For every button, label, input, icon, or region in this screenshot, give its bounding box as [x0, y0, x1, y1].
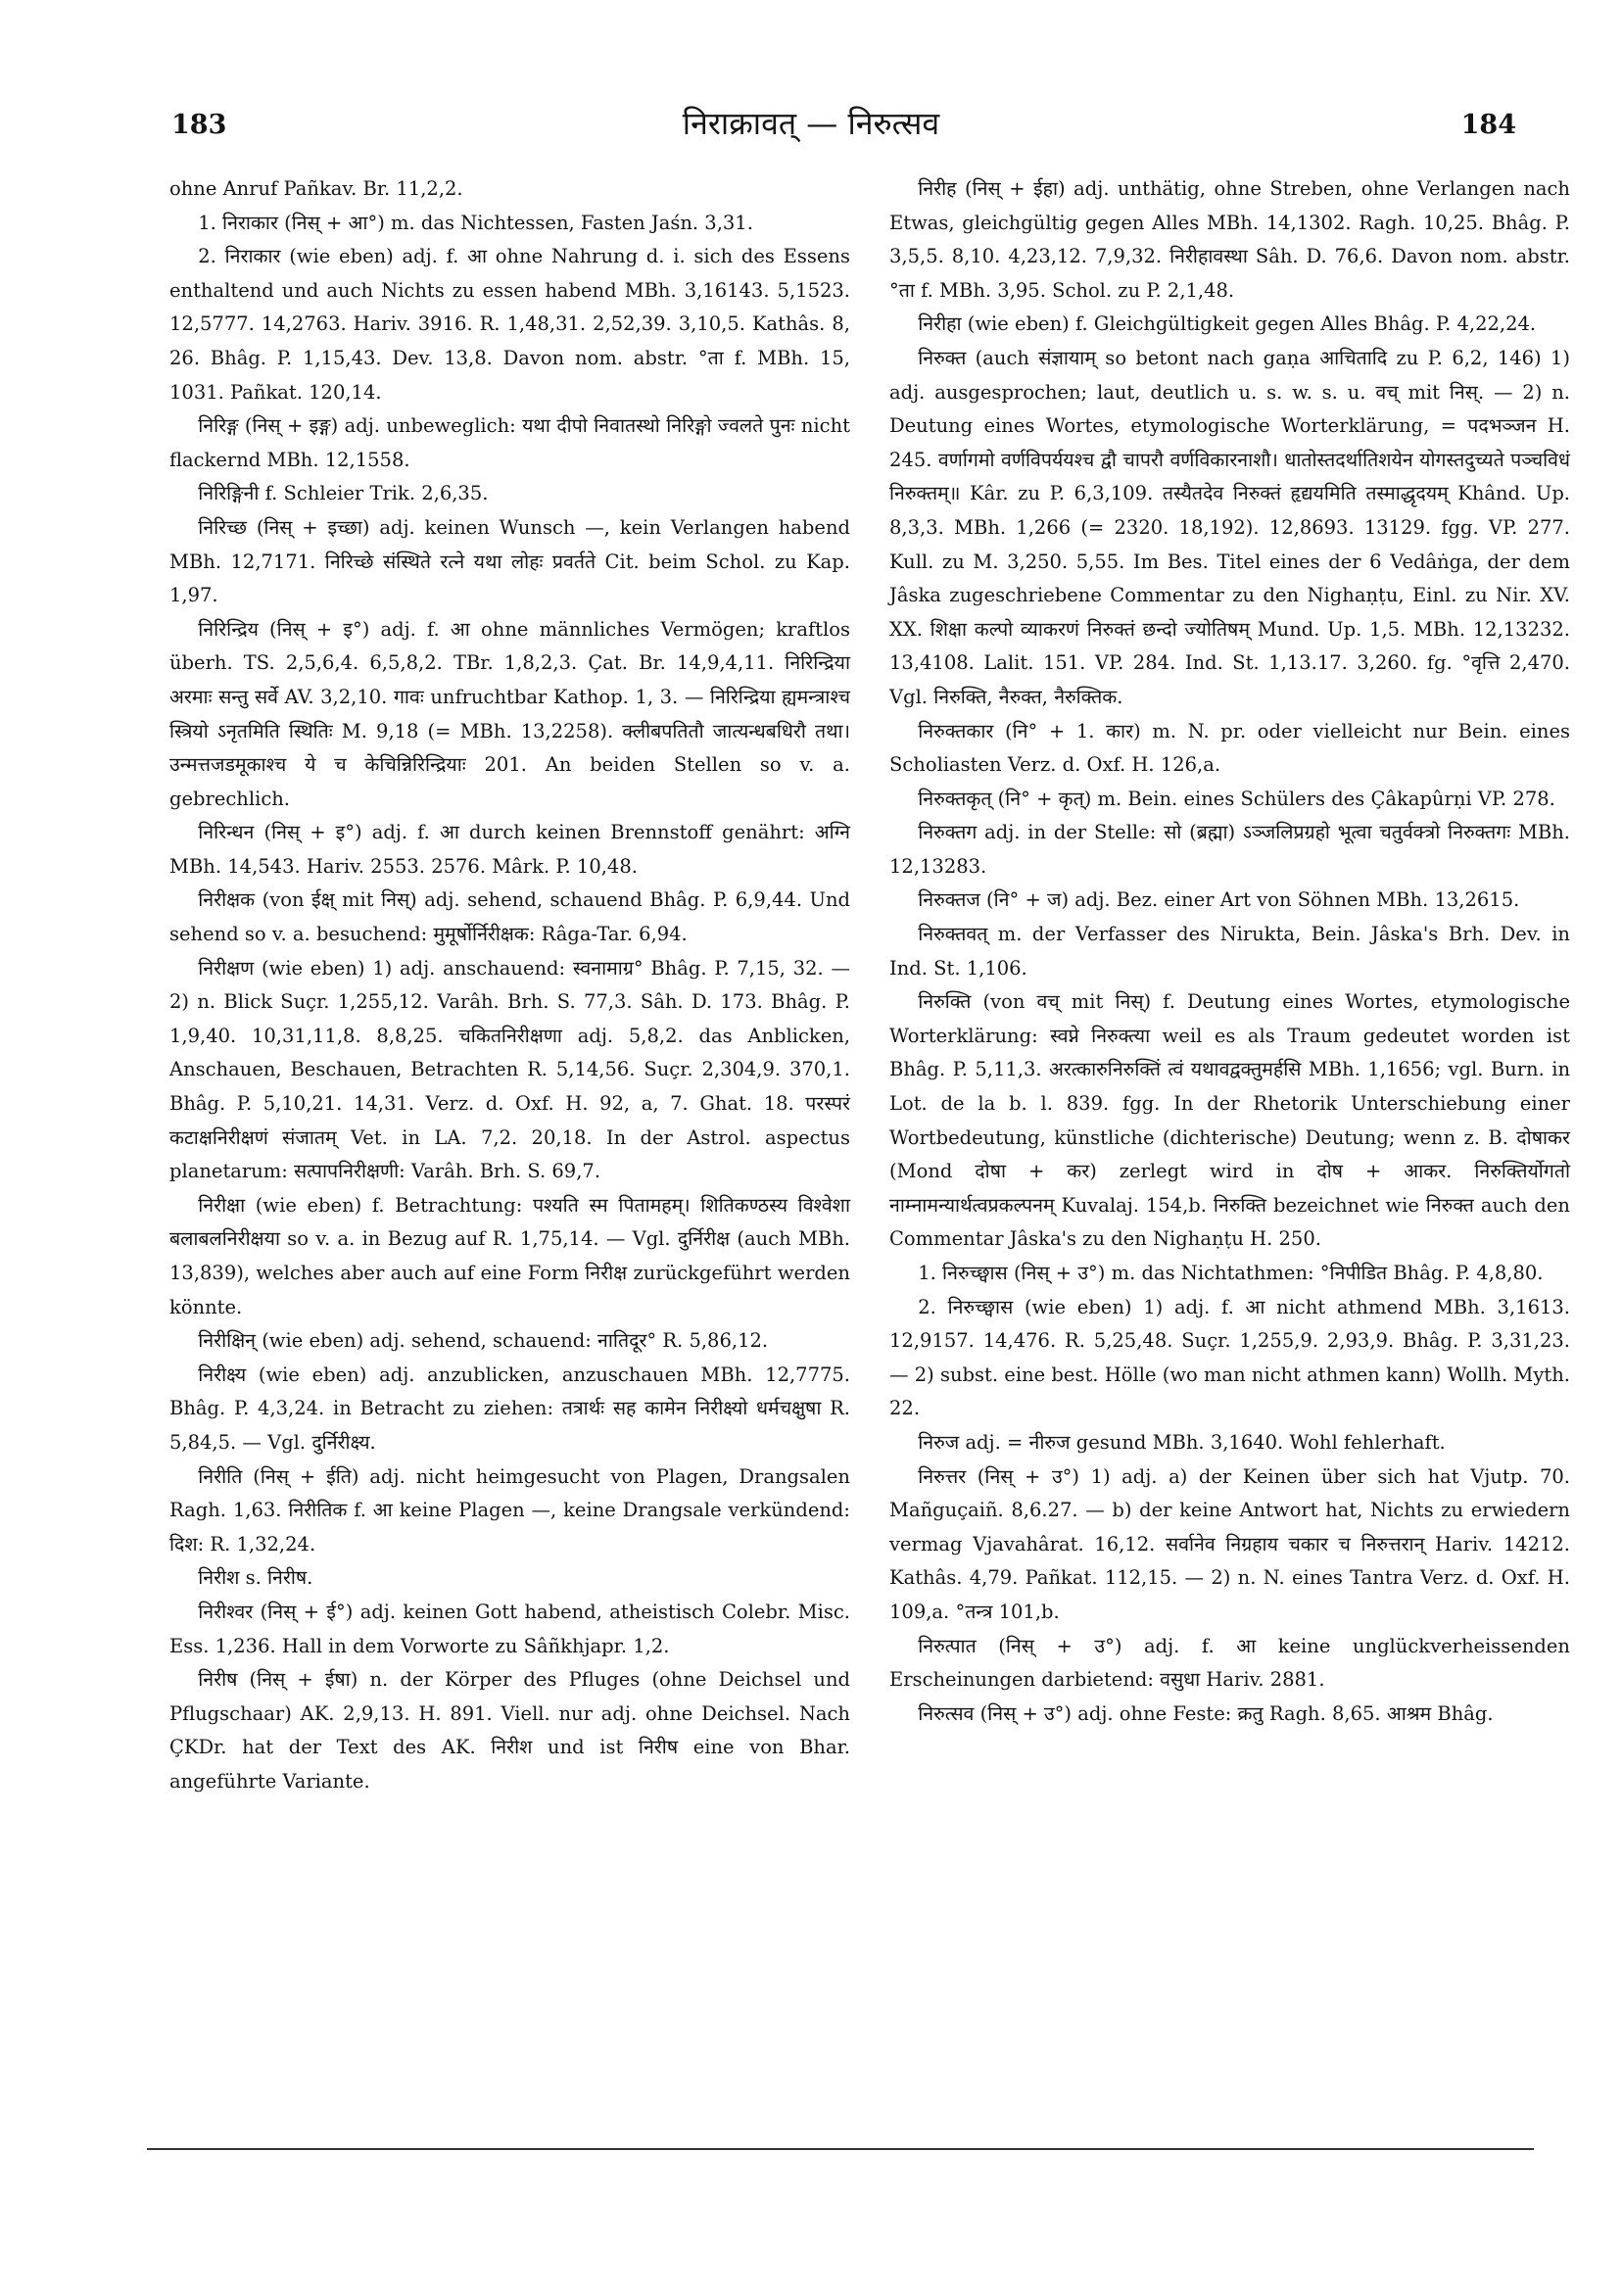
- dictionary-entry: निरीक्षा (wie eben) f. Betrachtung: पश्यति स्म पितामहम्। शितिकण्ठस्य विश्वेशा बलाबलनिरीक्षया so v. a. in Bezug auf R. 1,75,14. — Vgl. दुर्निरीक्ष (auch MBh. 13,839), welches aber auch auf eine Form निरीक्ष zurückgeführt werden könnte.: [169, 1193, 850, 1318]
- dictionary-entry: निरुक्त (auch संज्ञायाम् so betont nach gaṇa आचितादि zu P. 6,2, 146) 1) adj. ausgesprochen; laut, deutlich u. s. w. s. u. वच् mit निस्. — 2) n. Deutung eines Wortes, etymologische Worterklärung, = पदभञ्जन H. 245. वर्णागमो वर्णविपर्ययश्च द्वौ चापरौ वर्णविकारनाशौ। धातोस्तदर्थातिशयेन योगस्तदुच्यते पञ्चविधं निरुक्तम्॥ Kâr. zu P. 6,3,109. तस्यैतदेव निरुक्तं हृद्ययमिति तस्माद्धृदयम् Khând. Up. 8,3,3. MBh. 1,266 (= 2320. 18,192). 12,8693. 13129. fgg. VP. 277. Kull. zu M. 3,250. 5,55. Im Bes. Titel eines der 6 Vedâṅga, der dem Jâska zugeschriebene Commentar zu den Nighaṇṭu, Einl. zu Nir. XV. XX. शिक्षा कल्पो व्याकरणं निरुक्तं छन्दो ज्योतिषम् Mund. Up. 1,5. MBh. 12,13232. 13,4108. Lalit. 151. VP. 284. Ind. St. 1,13.17. 3,260. fg. °वृत्ति 2,470. Vgl. निरुक्ति, नैरुक्त, नैरुक्तिक.: [889, 346, 1570, 708]
- dictionary-entry: निरीति (निस् + ईति) adj. nicht heimgesucht von Plagen, Drangsalen Ragh. 1,63. निरीतिक f. आ keine Plagen —, keine Drangsale verkündend: दिश: R. 1,32,24.: [169, 1464, 850, 1555]
- dictionary-entry: निरुत्सव (निस् + उ°) adj. ohne Feste: क्रतु Ragh. 8,65. आश्रम Bhâg.: [918, 1701, 1494, 1725]
- dictionary-entry: 2. निरुच्छ्वास (wie eben) 1) adj. f. आ nicht athmend MBh. 3,1613. 12,9157. 14,476. R. 5,25,48. Suçr. 1,255,9. 2,93,9. Bhâg. P. 3,31,23. — 2) subst. eine best. Hölle (wo man nicht athmen kann) Wollh. Myth. 22.: [889, 1295, 1570, 1420]
- dictionary-entry: निरीक्ष्य (wie eben) adj. anzublicken, anzuschauen MBh. 12,7775. Bhâg. P. 4,3,24. in Betracht zu ziehen: तत्रार्थः सह कामेन निरीक्ष्यो धर्मचक्षुषा R. 5,84,5. — Vgl. दुर्निरीक्ष्य.: [169, 1363, 850, 1454]
- dictionary-entry: निरिङ्गिनी f. Schleier Trik. 2,6,35.: [198, 482, 489, 505]
- dictionary-entry: निरीह (निस् + ईहा) adj. unthätig, ohne Streben, ohne Verlangen nach Etwas, gleichgültig gegen Alles MBh. 14,1302. Ragh. 10,25. Bhâg. P. 3,5,5. 8,10. 4,23,12. 7,9,32. निरीहावस्था Sâh. D. 76,6. Davon nom. abstr. °ता f. MBh. 3,95. Schol. zu P. 2,1,48.: [889, 177, 1570, 302]
- dictionary-entry: निरुक्तज (नि° + ज) adj. Bez. einer Art von Söhnen MBh. 13,2615.: [918, 888, 1520, 912]
- left-column: [169, 172, 850, 1799]
- dictionary-entry: निरिच्छ (निस् + इच्छा) adj. keinen Wunsch —, kein Verlangen habend MBh. 12,7171. निरिच्छे संस्थिते रत्ने यथा लोहः प्रवर्तते Cit. beim Schol. zu Kap. 1,97.: [169, 515, 850, 607]
- dictionary-entry: निरुत्तर (निस् + उ°) 1) adj. a) der Keinen über sich hat Vjutp. 70. Mañguçaiñ. 8,6.27. — b) der keine Antwort hat, Nichts zu erwiedern vermag Vjavahârat. 16,12. सर्वानेव निग्रहाय चकार च निरुत्तरान् Hariv. 14212. Kathâs. 4,79. Pañkat. 112,15. — 2) n. N. eines Tantra Verz. d. Oxf. H. 109,a. °तन्त्र 101,b.: [889, 1464, 1570, 1623]
- dictionary-entry: 1. निरुच्छ्वास (निस् + उ°) m. das Nichtathmen: °निपीडित Bhâg. P. 4,8,80.: [918, 1262, 1544, 1284]
- dictionary-entry: 2. निराकार (wie eben) adj. f. आ ohne Nahrung d. i. sich des Essens enthaltend und auch Nichts zu essen habend MBh. 3,16143. 5,1523. 12,5777. 14,2763. Hariv. 3916. R. 1,48,31. 2,52,39. 3,10,5. Kathâs. 8, 26. Bhâg. P. 1,15,43. Dev. 13,8. Davon nom. abstr. °ता f. MBh. 15, 1031. Pañkat. 120,14.: [169, 245, 850, 404]
- page-number-right: 184: [1460, 110, 1516, 140]
- dictionary-entry: निरीष (निस् + ईषा) n. der Körper des Pfluges (ohne Deichsel und Pflugschaar) AK. 2,9,13. H. 891. Viell. nur adj. ohne Deichsel. Nach ÇKDr. hat der Text des AK. निरीश und ist निरीष eine von Bhar. angeführte Variante.: [169, 1668, 850, 1793]
- dictionary-entry: निरिन्द्रिय (निस् + इ°) adj. f. आ ohne männliches Vermögen; kraftlos überh. TS. 2,5,6,4. 6,5,8,2. TBr. 1,8,2,3. Çat. Br. 14,9,4,11. निरिन्द्रिया अरमाः सन्तु सर्वे AV. 3,2,10. गावः unfruchtbar Kathop. 1, 3. — निरिन्द्रिया ह्यमन्त्राश्च स्त्रियो ऽनृतमिति स्थितिः M. 9,18 (= MBh. 13,2258). क्लीबपतितौ जात्यन्धबधिरौ तथा। उन्मत्तजडमूकाश्च ये च केचिन्निरिन्द्रियाः 201. An beiden Stellen so v. a. gebrechlich.: [169, 617, 850, 810]
- dictionary-entry: निरिङ्ग (निस् + इङ्ग) adj. unbeweglich: यथा दीपो निवातस्थो निरिङ्गो ज्वलते पुनः nicht flackernd MBh. 12,1558.: [169, 414, 850, 471]
- right-column: [889, 172, 1570, 1731]
- running-head: निराक्रावत् — निरुत्सव: [682, 105, 940, 142]
- footer-rule: [147, 2148, 1534, 2150]
- dictionary-entry: निरीक्षिन् (wie eben) adj. sehend, schauend: नातिदूर° R. 5,86,12.: [198, 1329, 769, 1353]
- dictionary-entry: निरुज adj. = नीरुज gesund MBh. 3,1640. Wohl fehlerhaft.: [918, 1430, 1446, 1454]
- dictionary-entry: निरुक्तवत् m. der Verfasser des Nirukta, Bein. Jâska's Brh. Dev. in Ind. St. 1,106.: [889, 923, 1570, 980]
- dictionary-entry: निरुक्ति (von वच् mit निस्) f. Deutung eines Wortes, etymologische Worterklärung: स्वप्ने निरुक्त्या weil es als Traum gedeutet worden ist Bhâg. P. 5,11,3. अरत्कारुनिरुक्तिं त्वं यथावद्वक्तुमर्हसि MBh. 1,1656; vgl. Burn. in Lot. de la b. l. 839. fgg. In der Rhetorik Unterschiebung einer Wortbedeutung, künstliche (dichterische) Deutung; wenn z. B. दोषाकर (Mond दोषा + कर) zerlegt wird in दोष + आकर. निरुक्तिर्योगतो नाम्नामन्यार्थत्वप्रकल्पनम् Kuvalaj. 154,b. निरुक्ति bezeichnet wie निरुक्त auch den Commentar Jâska's zu den Nighaṇṭu H. 250.: [889, 990, 1570, 1251]
- dictionary-entry: निरीश s. निरीष.: [198, 1566, 313, 1590]
- dictionary-entry: ohne Anruf Pañkav. Br. 11,2,2.: [169, 177, 463, 200]
- dictionary-entry: निरीक्षक (von ईक्ष् mit निस्) adj. sehend, schauend Bhâg. P. 6,9,44. Und sehend so v. a. besuchend: मुमूर्षोर्निरीक्षक: Râga-Tar. 6,94.: [169, 888, 850, 946]
- dictionary-entry: निरीश्वर (निस् + ई°) adj. keinen Gott habend, atheistisch Colebr. Misc. Ess. 1,236. Hall in dem Vorworte zu Sâñkhjapr. 1,2.: [169, 1600, 850, 1657]
- dictionary-entry: निरुत्पात (निस् + उ°) adj. f. आ keine unglückverheissenden Erscheinungen darbietend: वसुधा Hariv. 2881.: [889, 1634, 1570, 1692]
- dictionary-entry: निरीक्षण (wie eben) 1) adj. anschauend: स्वनामाग्र° Bhâg. P. 7,15, 32. — 2) n. Blick Suçr. 1,255,12. Varâh. Brh. S. 77,3. Sâh. D. 173. Bhâg. P. 1,9,40. 10,31,11,8. 8,8,25. चकितनिरीक्षणा adj. 5,8,2. das Anblicken, Anschauen, Beschauen, Betrachten R. 5,14,56. Suçr. 2,304,9. 370,1. Bhâg. P. 5,10,21. 14,31. Verz. d. Oxf. H. 92, a, 7. Ghat. 18. परस्परं कटाक्षनिरीक्षणं संजातम् Vet. in LA. 7,2. 20,18. In der Astrol. aspectus planetarum: सत्पापनिरीक्षणी: Varâh. Brh. S. 69,7.: [169, 956, 850, 1183]
- dictionary-entry: निरिन्धन (निस् + इ°) adj. f. आ durch keinen Brennstoff genährt: अग्नि MBh. 14,543. Hariv. 2553. 2576. Mârk. P. 10,48.: [169, 821, 850, 878]
- dictionary-entry: 1. निराकार (निस् + आ°) m. das Nichtessen, Fasten Jaśn. 3,31.: [198, 211, 753, 234]
- dictionary-entry: निरीहा (wie eben) f. Gleichgültigkeit gegen Alles Bhâg. P. 4,22,24.: [918, 312, 1537, 336]
- page-number-left: 183: [171, 110, 227, 140]
- dictionary-entry: निरुक्तकृत् (नि° + कृत्) m. Bein. eines Schülers des Çâkapûrṇi VP. 278.: [918, 787, 1555, 810]
- dictionary-entry: निरुक्तकार (नि° + 1. कार) m. N. pr. oder vielleicht nur Bein. eines Scholiasten Verz. d. Oxf. H. 126,a.: [889, 719, 1570, 777]
- dictionary-entry: निरुक्तग adj. in der Stelle: सो (ब्रह्मा) ऽञ्जलिप्रग्रहो भूत्वा चतुर्वक्त्रो निरुक्तगः MBh. 12,13283.: [889, 821, 1570, 878]
